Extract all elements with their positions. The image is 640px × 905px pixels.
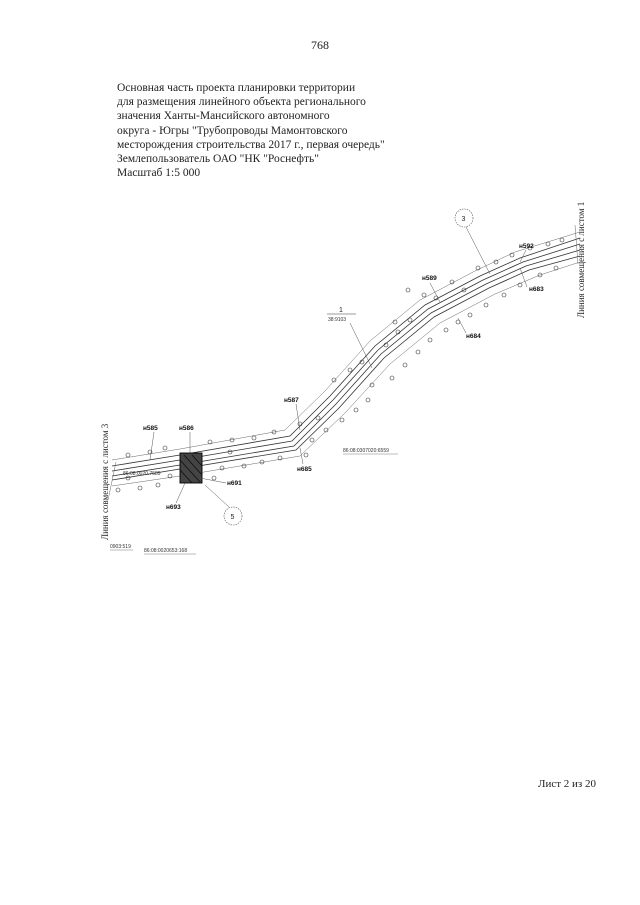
callout-number: 1 xyxy=(339,307,343,314)
point-label: н691 xyxy=(227,480,242,487)
scale-line: Масштаб 1:5 000 xyxy=(117,167,201,180)
callout-number: 3 xyxy=(461,216,466,223)
point-label: н683 xyxy=(529,286,544,293)
pipeline-corridor xyxy=(112,238,580,480)
cadastral-number: 86:08:0307020:6559 xyxy=(343,448,389,454)
match-line-left: Линия совмещения с листом 3 xyxy=(100,423,110,540)
callout-5 xyxy=(205,485,242,525)
callout-sub-number: 38:9103 xyxy=(328,317,347,323)
point-label: н585 xyxy=(143,425,158,432)
page-number: 768 xyxy=(311,38,329,52)
match-line-right: Линия совмещения с листом 1 xyxy=(576,201,586,318)
title-line: значения Ханты-Мансийского автономного xyxy=(117,110,330,123)
point-label: н684 xyxy=(466,333,481,340)
hatched-area xyxy=(180,453,202,483)
title-line: округа - Югры "Трубопроводы Мамонтовского xyxy=(117,124,348,137)
callout-3 xyxy=(455,209,490,274)
title-line: для размещения линейного объекта регионального xyxy=(117,96,366,109)
title-line: Основная часть проекта планировки территории xyxy=(117,82,356,94)
cadastral-boundaries xyxy=(108,225,580,500)
point-label: н586 xyxy=(179,425,194,432)
point-label: н587 xyxy=(284,397,299,404)
cadastral-number: 0903:519 xyxy=(110,544,131,550)
cadastral-number: 86:08:0020.7589 xyxy=(123,471,161,477)
callout-1 xyxy=(327,307,372,368)
callout-number: 5 xyxy=(230,514,235,521)
point-label: н592 xyxy=(519,243,534,250)
land-user-line: Землепользователь ОАО "НК "Роснефть" xyxy=(117,153,319,166)
sheet-label: Лист 2 из 20 xyxy=(538,778,597,790)
title-line: месторождения строительства 2017 г., первая очередь" xyxy=(117,138,385,151)
point-label: н693 xyxy=(166,504,181,511)
point-label: н589 xyxy=(422,275,437,282)
point-label: н685 xyxy=(297,466,312,473)
point-labels xyxy=(143,243,544,511)
cadastral-number: 86:08:0020653:168 xyxy=(144,548,188,554)
